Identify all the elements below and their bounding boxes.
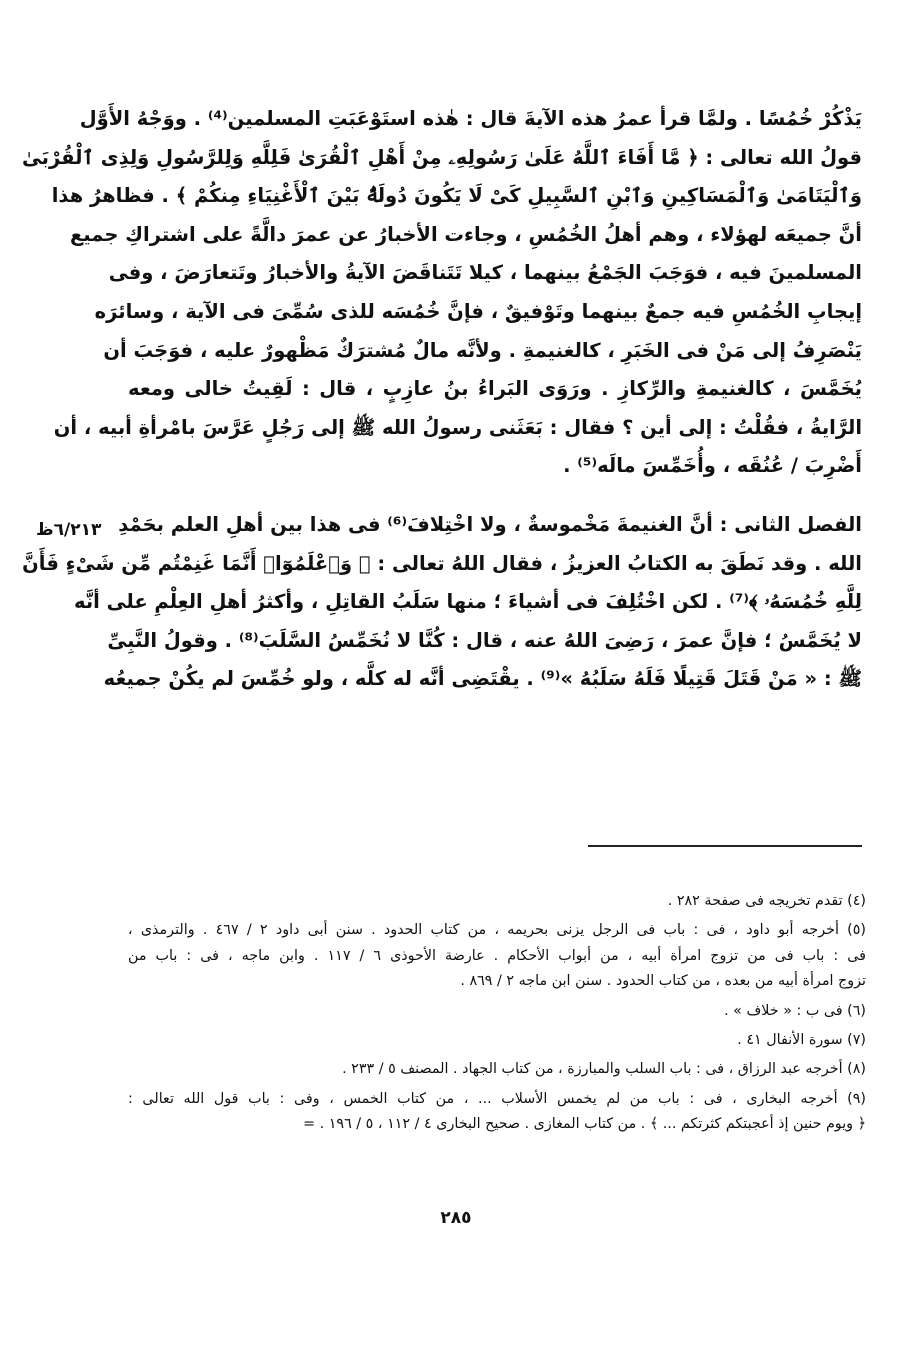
footnote-line: فى : باب فى من تزوج امرأة أبيه ، من أبواب الأحكام . عارضة الأحوذى ٦ / ١١٧ . وابن ماجه ، فى : باب من bbox=[128, 947, 866, 964]
footnote-line: (٩) أخرجه البخارى ، فى : باب من لم يخمس الأسلاب ... ، من كتاب الخمس ، وفى : باب قول الله تعالى : bbox=[128, 1090, 866, 1107]
text-line: إيجابِ الخُمُسِ فيه جمعٌ بينهما وتَوْفيقٌ ، فإنَّ خُمُسَه للذى سُمِّىَ فى الآية ، وسائرَه bbox=[94, 299, 862, 323]
footnote-line: تزوج امرأة أبيه من بعده ، من كتاب الحدود . سنن ابن ماجه ٢ / ٨٦٩ . bbox=[460, 973, 866, 990]
footnotes bbox=[128, 889, 866, 1142]
footnote-divider bbox=[588, 845, 862, 847]
heading-line-text: : أنَّ الغنيمةَ مَخْموسةٌ ، ولا اخْتِلافَ⁽⁶⁾ فى هذا بين أهلِ العلم بحَمْدِ bbox=[118, 512, 735, 536]
footnote-line: (٧) سورة الأنفال ٤١ . bbox=[737, 1032, 866, 1049]
text-line bbox=[118, 506, 862, 545]
text-line: أَضْرِبَ / عُنُقَه ، وأُخَمِّسَ مالَه⁽⁵⁾ . bbox=[563, 454, 862, 478]
footnote-line: (٦) فى ب : « خلاف » . bbox=[724, 1002, 866, 1019]
text-line: يَنْصَرِفُ إلى مَنْ فى الخَبَرِ ، كالغنيمةِ . ولأنَّه مالٌ مُشترَكٌ مَظْهورٌ عليه ، فوَجَبَ أن bbox=[103, 338, 862, 362]
footnote-8 bbox=[128, 1057, 866, 1082]
footnote-7 bbox=[128, 1028, 866, 1053]
manuscript-folio-note: ٦/٢١٣ظ bbox=[36, 520, 102, 540]
text-line: أنَّ جميعَه لهؤلاء ، وهم أهلُ الخُمُسِ ، وجاءت الأخبارُ عن عمرَ دالَّةً على اشتراكِ جميع bbox=[69, 222, 862, 246]
text-line: يُخَمَّسَ ، كالغنيمةِ والرِّكازِ . ورَوَى البَراءُ بنُ عازِبٍ ، قال : لَقِيتُ خالى ومعه bbox=[128, 377, 862, 401]
text-line: ﷺ : « مَنْ قَتَلَ قَتِيلًا فَلَهُ سَلَبُهُ »⁽⁹⁾ . يقْتَضِى أنَّه له كلَّه ، ولو خُمِّسَ لم يكُنْ جميعُه bbox=[103, 667, 862, 691]
text-line: يَذْكُرْ خُمُسًا . ولمَّا قرأ عمرُ هذه الآيةَ قال : هٰذه استَوْعَبَتِ المسلمين⁽⁴⁾ . ووَجْهُ الأَوَّل bbox=[79, 107, 862, 130]
text-line: الله . وقد نَطَقَ به الكتابُ العزيزُ ، فقال اللهُ تعالى : ﴿ وَٱعْلَمُوٓا۟ أَنَّمَا غَنِمْتُم مِّن شَىْءٍ فَأَنَّ bbox=[22, 551, 862, 575]
footnote-4 bbox=[128, 889, 866, 914]
footnote-line: ﴿ ويوم حنين إذ أعجبتكم كثرتكم ... ﴾ . من كتاب المغازى . صحيح البخارى ٤ / ١١٢ ، ٥ / ١٩٦ . = bbox=[303, 1116, 866, 1133]
footnote-line: (٥) أخرجه أبو داود ، فى : باب فى الرجل يزنى بحريمه ، من كتاب الحدود . سنن أبى داود ٢ / ٤٦٧ . والترمذى ، bbox=[128, 922, 866, 939]
footnote-line: (٨) أخرجه عبد الرزاق ، فى : باب السلب والمبارزة ، من كتاب الجهاد . المصنف ٥ / ٢٣٣ . bbox=[342, 1061, 866, 1078]
footnote-6 bbox=[128, 999, 866, 1024]
paragraph-1 bbox=[21, 100, 862, 486]
text-line: لا يُخَمَّسُ ؛ فإنَّ عمرَ ، رَضِىَ اللهُ عنه ، قال : كُنَّا لا نُخَمِّسُ السَّلَبَ⁽⁸⁾ . وقولُ النَّبِىِّ bbox=[107, 628, 862, 652]
page-number: ٢٨٥ bbox=[440, 1208, 472, 1228]
text-line: الرَّايةُ ، فقُلْتُ : إلى أين ؟ فقال : بَعَثَنى رسولُ الله ﷺ إلى رَجُلٍ عَرَّسَ بامْرأةِ أبيه ، أن bbox=[53, 415, 862, 439]
footnote-9 bbox=[128, 1087, 866, 1138]
footnote-5 bbox=[128, 918, 866, 994]
footnote-line: (٤) تقدم تخريجه فى صفحة ٢٨٢ . bbox=[667, 893, 866, 909]
text-line: المسلمينَ فيه ، فوَجَبَ الجَمْعُ بينهما ، كيلا تَتَناقَضَ الآيةُ والأخبارُ وتَتعارَضَ ، وفى bbox=[108, 261, 862, 285]
section-heading: الفصل الثانى bbox=[734, 512, 862, 536]
text-line: وَٱلْيَتَامَىٰ وَٱلْمَسَاكِينِ وَٱبْنِ ٱلسَّبِيلِ كَىْ لَا يَكُونَ دُولَةًۢ بَيْنَ ٱلْأَغْنِيَاءِ مِنكُمْ ﴾ . فظاهرُ هذا bbox=[51, 184, 862, 208]
text-line: قولُ الله تعالى : ﴿ مَّا أَفَاءَ ٱللَّهُ عَلَىٰ رَسُولِهِۦ مِنْ أَهْلِ ٱلْقُرَىٰ فَلِلَّهِ وَلِلرَّسُولِ وَلِذِى ٱلْقُرْبَىٰ bbox=[21, 145, 862, 169]
text-line: لِلَّهِ خُمُسَهُۥ ﴾⁽⁷⁾ . لكن اخْتُلِفَ فى أشياءَ ؛ منها سَلَبُ القاتِلِ ، وأكثرُ أهلِ العِلْمِ على أنَّه bbox=[74, 590, 862, 614]
